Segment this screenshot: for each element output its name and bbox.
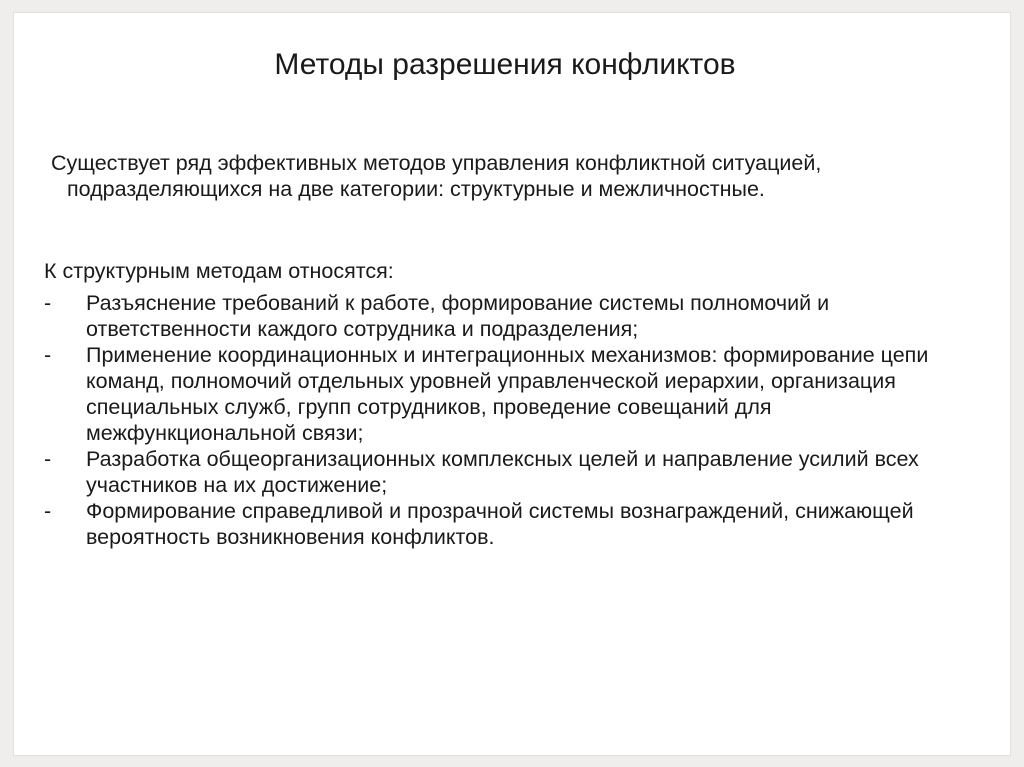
intro-paragraph: Существует ряд эффективных методов управления конфликтной ситуацией, подразделяющихся на две категории: структурные и межличностные. — [51, 151, 822, 201]
bullet-dash: - — [44, 343, 52, 367]
slide-title: Методы разрешения конфликтов — [274, 48, 736, 81]
list-item — [44, 446, 944, 498]
list-item — [44, 290, 944, 342]
bullet-dash: - — [44, 447, 52, 471]
bullet-dash: - — [44, 499, 52, 523]
list-item-text: Применение координационных и интеграционных механизмов: формирование цепи команд, полномочий отдельных уровней управленческой иерархии, организация специальных служб, групп сотрудников, проведение совещаний для межфункциональной связи; — [86, 343, 929, 445]
list-item-text: Формирование справедливой и прозрачной системы вознаграждений, снижающей вероятность возникновения конфликтов. — [86, 499, 914, 549]
list-item — [44, 342, 944, 446]
structural-methods-lead: К структурным методам относятся: — [44, 259, 394, 283]
structural-methods-list — [44, 290, 944, 550]
list-item-text: Разъяснение требований к работе, формирование системы полномочий и ответственности каждого сотрудника и подразделения; — [86, 291, 830, 341]
list-item-text: Разработка общеорганизационных комплексных целей и направление усилий всех участников на их достижение; — [86, 447, 919, 497]
list-item — [44, 498, 944, 550]
bullet-dash: - — [44, 291, 52, 315]
